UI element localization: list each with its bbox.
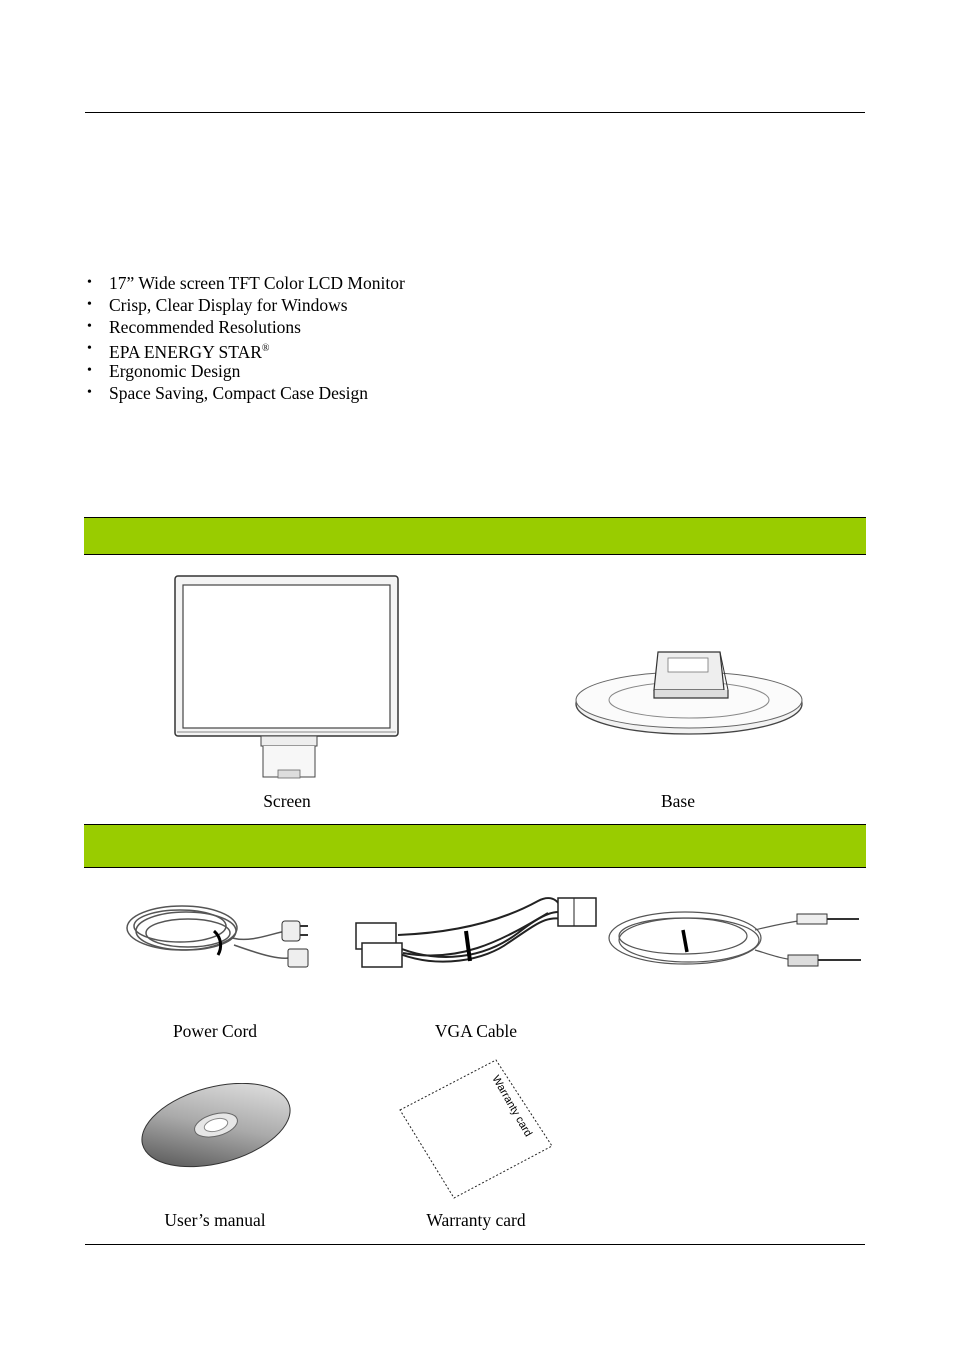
cd-disc-icon: [136, 1083, 296, 1169]
warranty-card-icon: [396, 1058, 556, 1200]
top-rule: [85, 112, 865, 113]
base-caption: Base: [660, 791, 696, 811]
feature-item: • Recommended Resolutions: [87, 317, 301, 337]
bullet-icon: •: [87, 385, 92, 400]
bullet-icon: •: [87, 341, 92, 356]
section-band-main-items: [84, 517, 866, 555]
feature-item: • Space Saving, Compact Case Design: [87, 383, 369, 403]
monitor-base-icon: [572, 644, 806, 736]
bullet-icon: •: [87, 297, 92, 312]
vga-cable-icon: [348, 893, 603, 985]
registered-mark: ®: [261, 343, 270, 354]
bottom-rule: [85, 1244, 865, 1245]
bullet-icon: •: [87, 319, 92, 334]
feature-item: • Ergonomic Design: [87, 361, 241, 381]
power-cord-icon: [122, 893, 312, 988]
feature-list: [85, 272, 405, 404]
feature-item: • EPA ENERGY STAR®: [85, 338, 405, 360]
warranty-card-caption: Warranty card: [426, 1210, 526, 1230]
bullet-icon: •: [87, 363, 92, 378]
users-manual-caption: User’s manual: [164, 1210, 266, 1230]
monitor-screen-icon: [172, 573, 402, 783]
feature-item: • Crisp, Clear Display for Windows: [87, 295, 348, 315]
section-band-accessories: [84, 824, 866, 868]
feature-item: • 17” Wide screen TFT Color LCD Monitor: [87, 273, 405, 293]
bullet-icon: •: [87, 275, 92, 290]
audio-cable-icon: [605, 900, 863, 980]
power-cord-caption: Power Cord: [172, 1021, 258, 1041]
warranty-card-label: Warranty card: [489, 1073, 535, 1139]
screen-caption: Screen: [263, 791, 311, 811]
vga-cable-caption: VGA Cable: [434, 1021, 518, 1041]
